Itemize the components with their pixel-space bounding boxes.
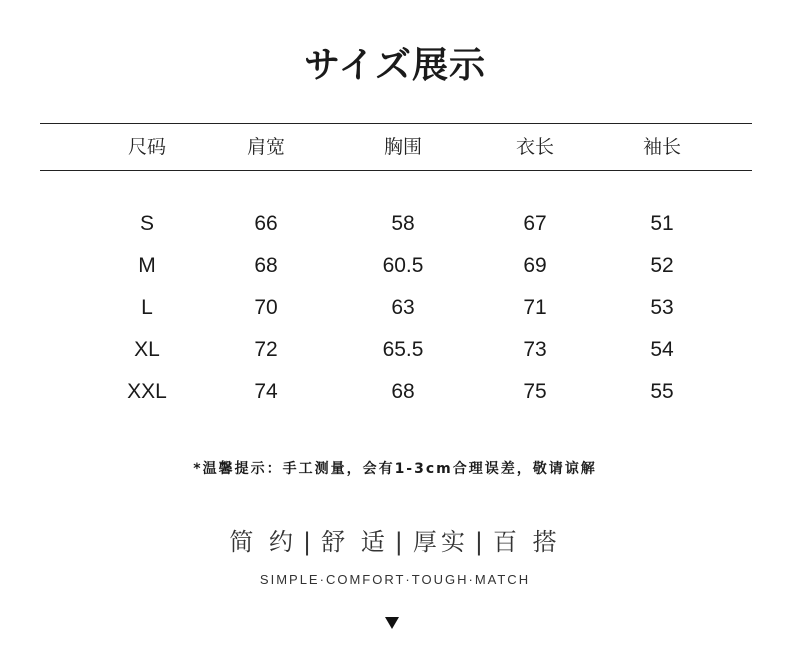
header-sleeve: 袖长 xyxy=(642,136,681,158)
measurement-note: *温馨提示：手工测量，会有1-3cm合理误差，敬请谅解 xyxy=(193,461,597,477)
table-cell: 73 xyxy=(523,338,547,361)
tagline-en-word: TOUGH xyxy=(411,572,469,587)
tagline-en-word: MATCH xyxy=(474,572,531,587)
table-cell: 63 xyxy=(391,296,415,319)
header-length: 衣长 xyxy=(515,136,554,158)
down-triangle-icon xyxy=(385,617,399,629)
table-cell: 68 xyxy=(391,380,415,403)
table-cell: 75 xyxy=(523,380,547,403)
page-title: サイズ展示 xyxy=(303,45,487,86)
table-cell: 74 xyxy=(254,380,278,403)
tagline-english xyxy=(0,570,790,590)
tagline-en-word: COMFORT xyxy=(325,572,406,587)
table-cell: 51 xyxy=(650,212,674,235)
table-cell: S xyxy=(139,212,154,235)
tagline-separator: | xyxy=(303,528,316,556)
tagline-word: 厚实 xyxy=(412,528,469,556)
header-shoulder: 肩宽 xyxy=(246,136,285,158)
table-cell: 67 xyxy=(523,212,547,235)
table-cell: 54 xyxy=(650,338,674,361)
tagline-en-separator: · xyxy=(405,572,412,587)
header-size: 尺码 xyxy=(127,136,166,158)
table-cell: 70 xyxy=(254,296,278,319)
table-header-bottom-rule xyxy=(40,170,752,171)
table-cell: 55 xyxy=(650,380,674,403)
table-cell: XXL xyxy=(127,380,167,403)
table-cell: 52 xyxy=(650,254,674,277)
table-cell: 60.5 xyxy=(382,254,424,277)
tagline-word: 百 搭 xyxy=(492,528,561,556)
table-cell: 58 xyxy=(391,212,415,235)
tagline-en-word: SIMPLE xyxy=(259,572,320,587)
table-cell: 72 xyxy=(254,338,278,361)
tagline-en-separator: · xyxy=(319,572,326,587)
table-cell: 71 xyxy=(523,296,547,319)
tagline-chinese xyxy=(0,524,790,560)
table-top-rule xyxy=(40,123,752,124)
header-chest: 胸围 xyxy=(383,136,422,158)
table-cell: 65.5 xyxy=(382,338,424,361)
table-cell: 53 xyxy=(650,296,674,319)
tagline-word: 简 约 xyxy=(229,528,298,556)
tagline-en-separator: · xyxy=(468,572,475,587)
tagline-separator: | xyxy=(394,528,407,556)
table-cell: M xyxy=(138,254,156,277)
table-cell: L xyxy=(141,296,153,319)
tagline-separator: | xyxy=(474,528,487,556)
table-cell: 69 xyxy=(523,254,547,277)
table-cell: 66 xyxy=(254,212,278,235)
tagline-word: 舒 适 xyxy=(321,528,389,556)
table-cell: XL xyxy=(134,338,160,361)
table-cell: 68 xyxy=(254,254,278,277)
